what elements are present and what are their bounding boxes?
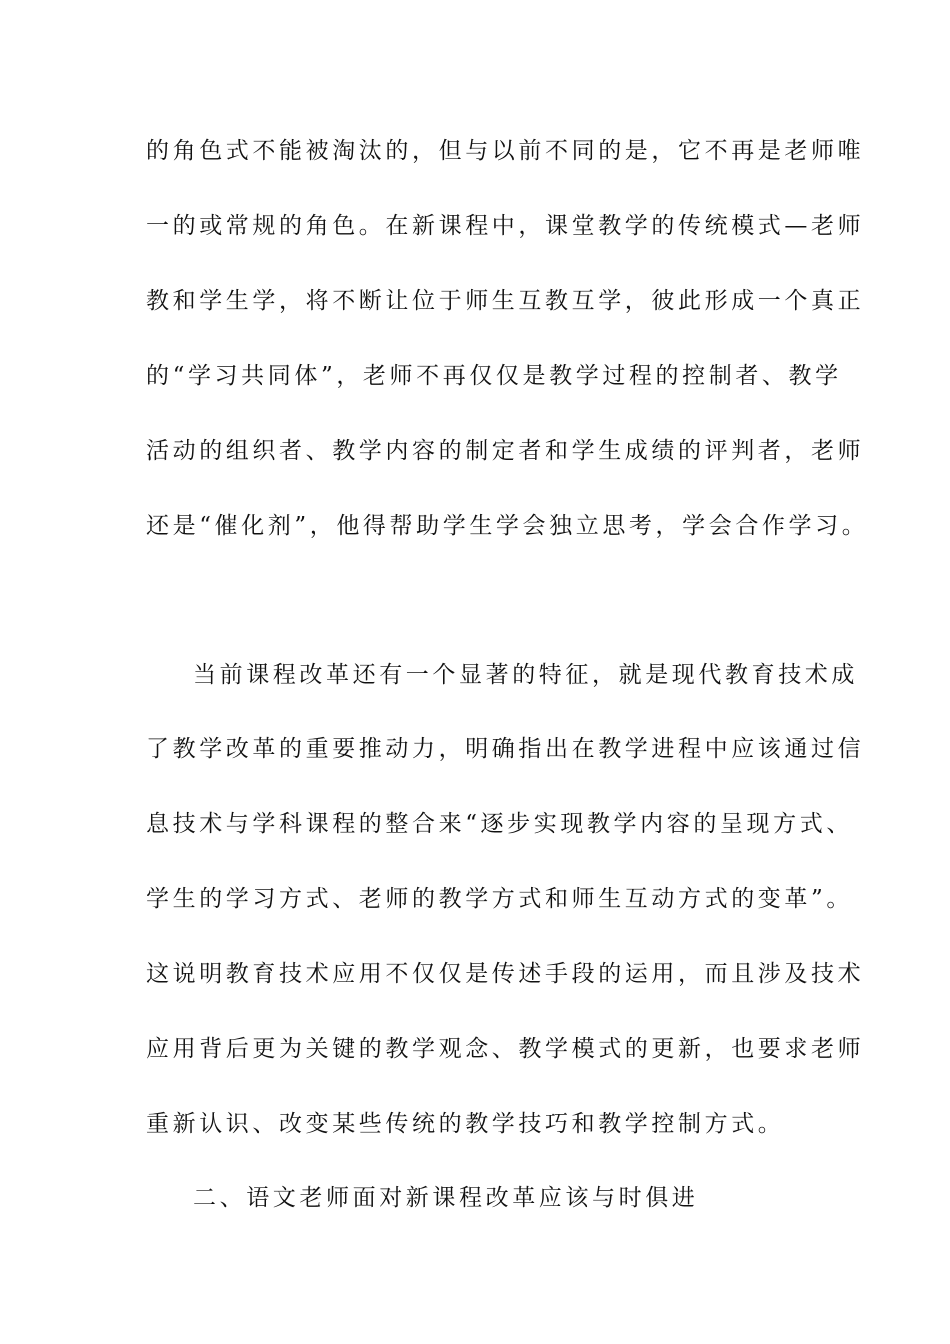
text-line: 了教学改革的重要推动力，明确指出在教学进程中应该通过信 bbox=[146, 736, 865, 762]
text-line: 当前课程改革还有一个显著的特征，就是现代教育技术成 bbox=[193, 662, 858, 688]
text-line: 的角色式不能被淘汰的，但与以前不同的是，它不再是老师唯 bbox=[146, 138, 865, 164]
text-line: 教和学生学，将不断让位于师生互教互学，彼此形成一个真正 bbox=[146, 288, 865, 314]
text-line: 还是“催化剂”，他得帮助学生学会独立思考，学会合作学习。 bbox=[146, 513, 869, 539]
text-line: 一的或常规的角色。在新课程中，课堂教学的传统模式—老师 bbox=[146, 213, 865, 239]
text-line: 重新认识、改变某些传统的教学技巧和教学控制方式。 bbox=[146, 1111, 785, 1137]
text-line: 的“学习共同体”，老师不再仅仅是教学过程的控制者、教学 bbox=[146, 363, 842, 389]
text-line: 学生的学习方式、老师的教学方式和师生互动方式的变革”。 bbox=[146, 886, 853, 912]
text-line: 活动的组织者、教学内容的制定者和学生成绩的评判者，老师 bbox=[146, 438, 865, 464]
text-line: 应用背后更为关键的教学观念、教学模式的更新，也要求老师 bbox=[146, 1036, 865, 1062]
text-line: 这说明教育技术应用不仅仅是传述手段的运用，而且涉及技术 bbox=[146, 961, 865, 987]
text-line: 息技术与学科课程的整合来“逐步实现教学内容的呈现方式、 bbox=[146, 811, 853, 837]
section-heading: 二、语文老师面对新课程改革应该与时俱进 bbox=[193, 1185, 699, 1211]
